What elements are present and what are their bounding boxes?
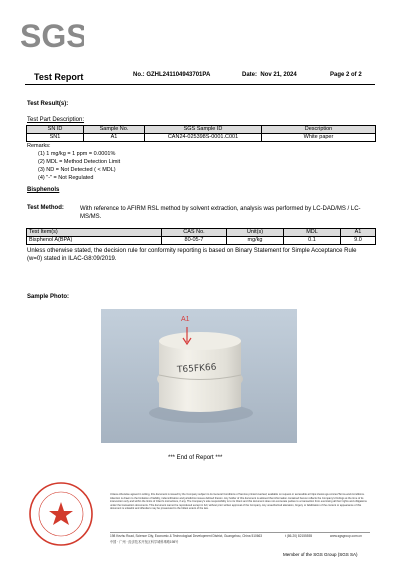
table-cell: CAN24-025398S-0001.C001 bbox=[145, 134, 262, 142]
sgs-logo-text: SGS bbox=[20, 18, 84, 52]
table-cell: SN1 bbox=[27, 134, 84, 142]
footer-address-en: 198 Kezhu Road, Science City, Economic & Technological Development District, Guangzhou, China 510663 bbox=[110, 534, 263, 538]
report-number-value: GZHL241104943701PA bbox=[146, 72, 211, 78]
footer-tel: t (86-20) 82155555 bbox=[285, 534, 313, 538]
footer-web: www.sgsgroup.com.cn bbox=[330, 534, 362, 538]
test-method-text: With reference to AFIRM RSL method by solvent extraction, analysis was performed by LC-DAD/MS / LC-MS/MS. bbox=[80, 206, 361, 220]
table-cell: 80-05-7 bbox=[162, 237, 227, 245]
end-of-report: *** End of Report *** bbox=[168, 455, 223, 461]
remark-item: (1) 1 mg/kg = 1 ppm = 0.0001% bbox=[38, 151, 116, 157]
sample-photo-heading: Sample Photo: bbox=[27, 294, 70, 300]
remark-item: (2) MDL = Method Detection Limit bbox=[38, 159, 121, 165]
column-header: SN ID bbox=[27, 126, 84, 134]
table-cell: A1 bbox=[84, 134, 145, 142]
table-cell: mg/kg bbox=[227, 237, 284, 245]
report-number bbox=[133, 72, 210, 78]
report-title: Test Report bbox=[34, 72, 84, 82]
report-date-label: Date: bbox=[242, 72, 258, 78]
column-header: Sample No. bbox=[84, 126, 145, 134]
table-header-row bbox=[27, 126, 376, 134]
photo-arrow-label: A1 bbox=[181, 316, 190, 323]
column-header: CAS No. bbox=[162, 229, 227, 237]
footer-disclaimer: Unless otherwise agreed in writing, this document is issued by the Company subject to its General Conditions of Service printed overleaf, available on request or accessible at https://www.sgs.com/en/Terms-and-Conditions. Attention is drawn to the limitation of liability, indemnification and jurisdiction issues defined therein. Any holder of this document is advised that information contained hereon reflects the Company's findings at the time of its intervention only and within the limits of Client's instructions, if any. The Company's sole responsibility is to its Client and this document does not exonerate parties to a transaction from exercising all their rights and obligations under the transaction documents. This document cannot be reproduced except in full, without prior written approval of the Company. Any unauthorized alteration, forgery or falsification of the content or appearance of this document is unlawful and offenders may be prosecuted to the fullest extent of the law. bbox=[110, 493, 367, 511]
column-header: Test Item(s) bbox=[27, 229, 162, 237]
report-date bbox=[242, 72, 297, 78]
column-header: MDL bbox=[284, 229, 341, 237]
sgs-logo bbox=[20, 18, 84, 52]
table-cell: 9.0 bbox=[341, 237, 376, 245]
footer-address-cn: 中国 · 广州 · 经济技术开发区科学城科珠路198号 bbox=[110, 540, 179, 544]
bisphenols-heading: Bisphenols bbox=[27, 187, 60, 193]
bisphenol-results-table bbox=[26, 228, 376, 245]
column-header: Unit(s) bbox=[227, 229, 284, 237]
column-header: Description bbox=[262, 126, 376, 134]
sgs-member-line: Member of the SGS Group (SGS SA) bbox=[283, 552, 358, 557]
decision-rule-note: Unless otherwise stated, the decision rule for conformity reporting is based on Binary Statement for Simple Acceptance Rule (w=0) stated in ILAC-G8:09/2019. bbox=[27, 248, 357, 262]
test-method-label: Test Method: bbox=[27, 205, 64, 211]
remark-item: (4) "-" = Not Regulated bbox=[38, 175, 94, 181]
report-date-value: Nov 21, 2024 bbox=[260, 72, 297, 78]
table-row bbox=[27, 134, 376, 142]
remarks-block bbox=[27, 142, 120, 182]
company-seal bbox=[25, 478, 97, 550]
remark-item: (3) ND = Not Detected ( < MDL) bbox=[38, 167, 116, 173]
footer-rule bbox=[110, 532, 370, 533]
table-row bbox=[27, 237, 376, 245]
results-heading: Test Result(s): bbox=[27, 101, 69, 107]
remarks-heading: Remarks: bbox=[27, 143, 51, 149]
column-header: SGS Sample ID bbox=[145, 126, 262, 134]
header-rule bbox=[25, 84, 375, 85]
part-description-table bbox=[26, 125, 376, 142]
sample-photo bbox=[101, 309, 297, 443]
table-cell: Bisphenol A(BPA) bbox=[27, 237, 162, 245]
sample-marking: T65FK66 bbox=[176, 362, 217, 376]
table-cell: White paper bbox=[262, 134, 376, 142]
table-header-row bbox=[27, 229, 376, 237]
part-description-heading: Test Part Description: bbox=[27, 117, 85, 123]
column-header: A1 bbox=[341, 229, 376, 237]
page-number: Page 2 of 2 bbox=[330, 72, 362, 78]
table-cell: 0.1 bbox=[284, 237, 341, 245]
report-number-label: No.: bbox=[133, 72, 145, 78]
